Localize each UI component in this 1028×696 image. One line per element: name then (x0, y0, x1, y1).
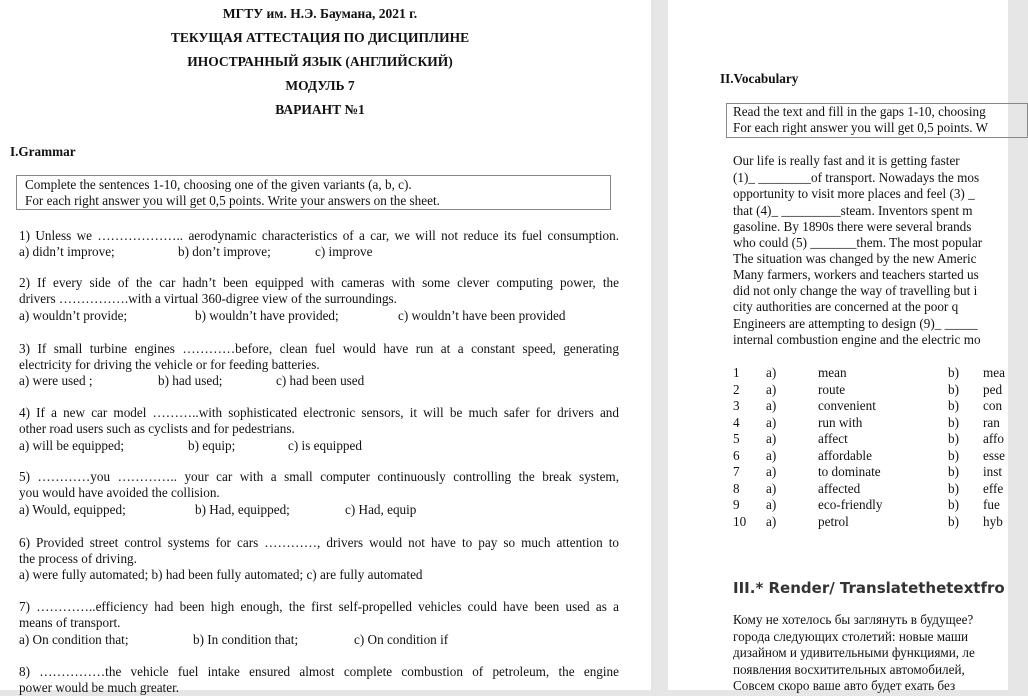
cell-a: a) (766, 431, 777, 446)
question-text: 8) ……………the vehicle fuel intake ensured almost complete combustion of petroleum, the engine (19, 664, 619, 679)
question-text: 5) …………you ………….. your car with a small computer continuously controlling the break system, (19, 469, 619, 484)
option-a: a) will be equipped; (19, 438, 125, 453)
cell-b: b) (948, 513, 959, 529)
header-variant: ВАРИАНТ №1 (275, 102, 365, 117)
option-c: c) improve (315, 244, 373, 259)
option-c: c) Had, equip (345, 502, 417, 517)
question-text: you would have avoided the collision. (19, 485, 220, 500)
question-text: 3) If small turbine engines …………before, clean fuel would have run at a constant speed, generating (19, 341, 619, 356)
cell-b: b) (948, 398, 959, 413)
paragraph-line: Our life is really fast and it is getting faster (733, 153, 960, 168)
paragraph-line: gasoline. By 1890s there were several brands (733, 219, 972, 234)
instruction-line: Complete the sentences 1-10, choosing one of the given variants (a, b, c). (25, 177, 412, 192)
cell-b: b) (948, 464, 959, 479)
cell-a: a) (766, 464, 777, 479)
cell-n: 10 (733, 513, 747, 529)
cell-n: 3 (733, 398, 740, 413)
paragraph-line: The situation was changed by the new Americ (733, 251, 977, 266)
option-a: a) wouldn’t provide; (19, 308, 128, 323)
cell-b: b) (948, 365, 959, 380)
cell-a: a) (766, 414, 777, 430)
cell-a-word: affordable (818, 447, 872, 463)
section-title-grammar: I.Grammar (10, 144, 76, 159)
question-text: 1) Unless we ……………….. aerodynamic characteristics of a car, we will not reduce its fuel consumption. (19, 228, 619, 243)
cell-b: b) (948, 431, 959, 446)
option-b: b) had used; (158, 373, 223, 388)
paragraph-line: города следующих столетий: новые маши (733, 629, 969, 644)
options: a) were fully automated; b) had been fully automated; c) are fully automated (19, 567, 423, 582)
cell-b-word: affo (983, 431, 1004, 446)
question-text: the process of driving. (19, 551, 137, 566)
header-university: МГТУ им. Н.Э. Баумана, 2021 г. (222, 6, 418, 21)
cell-b-word: inst (983, 464, 1003, 479)
question-text: 4) If a new car model ………..with sophisticated electronic sensors, it will be much safer for drivers and (19, 405, 619, 420)
cell-a-word: convenient (818, 398, 876, 413)
cell-b-word: fue (983, 497, 1000, 512)
cell-b: b) (948, 381, 959, 397)
cell-b-word: con (983, 398, 1003, 413)
cell-b-word: hyb (983, 513, 1003, 529)
option-c: c) had been used (276, 373, 365, 388)
paragraph-line: (1)_ ________of transport. Nowadays the mos (733, 170, 980, 185)
cell-a-word: petrol (818, 513, 849, 529)
cell-a-word: mean (818, 365, 847, 380)
cell-a: a) (766, 398, 777, 413)
option-a: a) were used ; (19, 373, 93, 388)
section-title-translate: III.* Render/ Translatethetextfro (733, 579, 1005, 597)
paragraph-line: дизайном и удивительными функциями, ле (733, 645, 975, 660)
cell-b: b) (948, 497, 959, 512)
cell-a-word: affected (818, 480, 861, 496)
cell-b-word: mea (983, 365, 1005, 380)
cell-b: b) (948, 414, 959, 430)
question-text: drivers …………….with a virtual 360-digree view of the surroundings. (19, 291, 397, 306)
cell-n: 5 (733, 431, 740, 446)
option-b: b) wouldn’t have provided; (195, 308, 339, 323)
paragraph-line: city authorities are concerned at the poor q (733, 299, 959, 314)
cell-b-word: ran (983, 414, 1000, 430)
cell-a: a) (766, 513, 777, 529)
question-text: power would be much greater. (19, 680, 180, 695)
instruction-line: Read the text and fill in the gaps 1-10, choosing (733, 104, 986, 119)
cell-n: 7 (733, 464, 740, 479)
grammar-instructions-box (16, 175, 611, 210)
question-text: 6) Provided street control systems for cars …………, drivers would not have to pay so much attention to (19, 535, 619, 550)
cell-n: 4 (733, 414, 740, 430)
instruction-line: For each right answer you will get 0,5 points. Write your answers on the sheet. (25, 193, 440, 208)
cell-a-word: affect (818, 431, 848, 446)
section-title-vocabulary: II.Vocabulary (720, 71, 799, 86)
paragraph-line: Engineers are attempting to design (9)_ _____ (733, 316, 978, 331)
paragraph-line: появления восхитительных автомобилей, (733, 662, 965, 677)
question-text: means of transport. (19, 615, 121, 630)
paragraph-line: that (4)_ _________steam. Inventors spent m (733, 203, 973, 218)
cell-n: 6 (733, 447, 740, 463)
cell-n: 2 (733, 381, 740, 397)
paragraph-line: Кому не хотелось бы заглянуть в будущее? (733, 612, 974, 627)
cell-n: 1 (733, 365, 740, 380)
option-b: b) don’t improve; (178, 244, 271, 259)
question-text: other road users such as cyclists and for pedestrians. (19, 421, 295, 436)
cell-a: a) (766, 381, 777, 397)
option-a: a) On condition that; (19, 632, 129, 647)
instruction-line: For each right answer you will get 0,5 points. W (733, 120, 989, 135)
cell-n: 8 (733, 480, 740, 496)
paragraph-line: opportunity to visit more places and feel (3) _ (733, 186, 975, 201)
cell-a: a) (766, 447, 777, 463)
paragraph-line: Совсем скоро ваше авто будет ехать без (733, 678, 956, 693)
option-a: a) Would, equipped; (19, 502, 126, 517)
option-c: c) On condition if (354, 632, 449, 647)
cell-a-word: run with (818, 414, 863, 430)
document-page-2 (668, 0, 1008, 693)
paragraph-line: who could (5) _______them. The most popular (733, 235, 983, 250)
paragraph-line: internal combustion engine and the electric mo (733, 332, 981, 347)
cell-a: a) (766, 480, 777, 496)
cell-b-word: esse (983, 447, 1005, 463)
option-b: b) equip; (188, 438, 236, 453)
option-c: c) is equipped (288, 438, 362, 453)
option-b: b) Had, equipped; (195, 502, 290, 517)
option-a: a) didn’t improve; (19, 244, 115, 259)
header-discipline: ИНОСТРАННЫЙ ЯЗЫК (АНГЛИЙСКИЙ) (187, 54, 453, 69)
header-module: МОДУЛЬ 7 (285, 78, 355, 93)
cell-b: b) (948, 480, 959, 496)
paragraph-line: did not only change the way of travelling but i (733, 283, 978, 298)
cell-a-word: route (818, 381, 846, 397)
cell-b-word: ped (983, 381, 1003, 397)
cell-b-word: effe (983, 480, 1004, 496)
vocabulary-instructions-box (726, 103, 1028, 138)
option-c: c) wouldn’t have been provided (398, 308, 566, 323)
question-text: electricity for driving the vehicle or for feeding batteries. (19, 357, 320, 372)
cell-a-word: to dominate (818, 464, 881, 479)
question-text: 7) …………..efficiency had been high enough, the first self-propelled vehicles could have been used as a (19, 599, 619, 614)
option-b: b) In condition that; (193, 632, 299, 647)
cell-a: a) (766, 497, 777, 512)
cell-b: b) (948, 447, 959, 463)
header-attestation: ТЕКУЩАЯ АТТЕСТАЦИЯ ПО ДИСЦИПЛИНЕ (170, 30, 470, 45)
cell-a-word: eco-friendly (818, 497, 883, 512)
question-text: 2) If every side of the car hadn’t been equipped with cameras with some clever computing power, the (19, 275, 619, 290)
paragraph-line: Many farmers, workers and teachers started us (733, 267, 979, 282)
cell-n: 9 (733, 497, 740, 512)
cell-a: a) (766, 365, 777, 380)
